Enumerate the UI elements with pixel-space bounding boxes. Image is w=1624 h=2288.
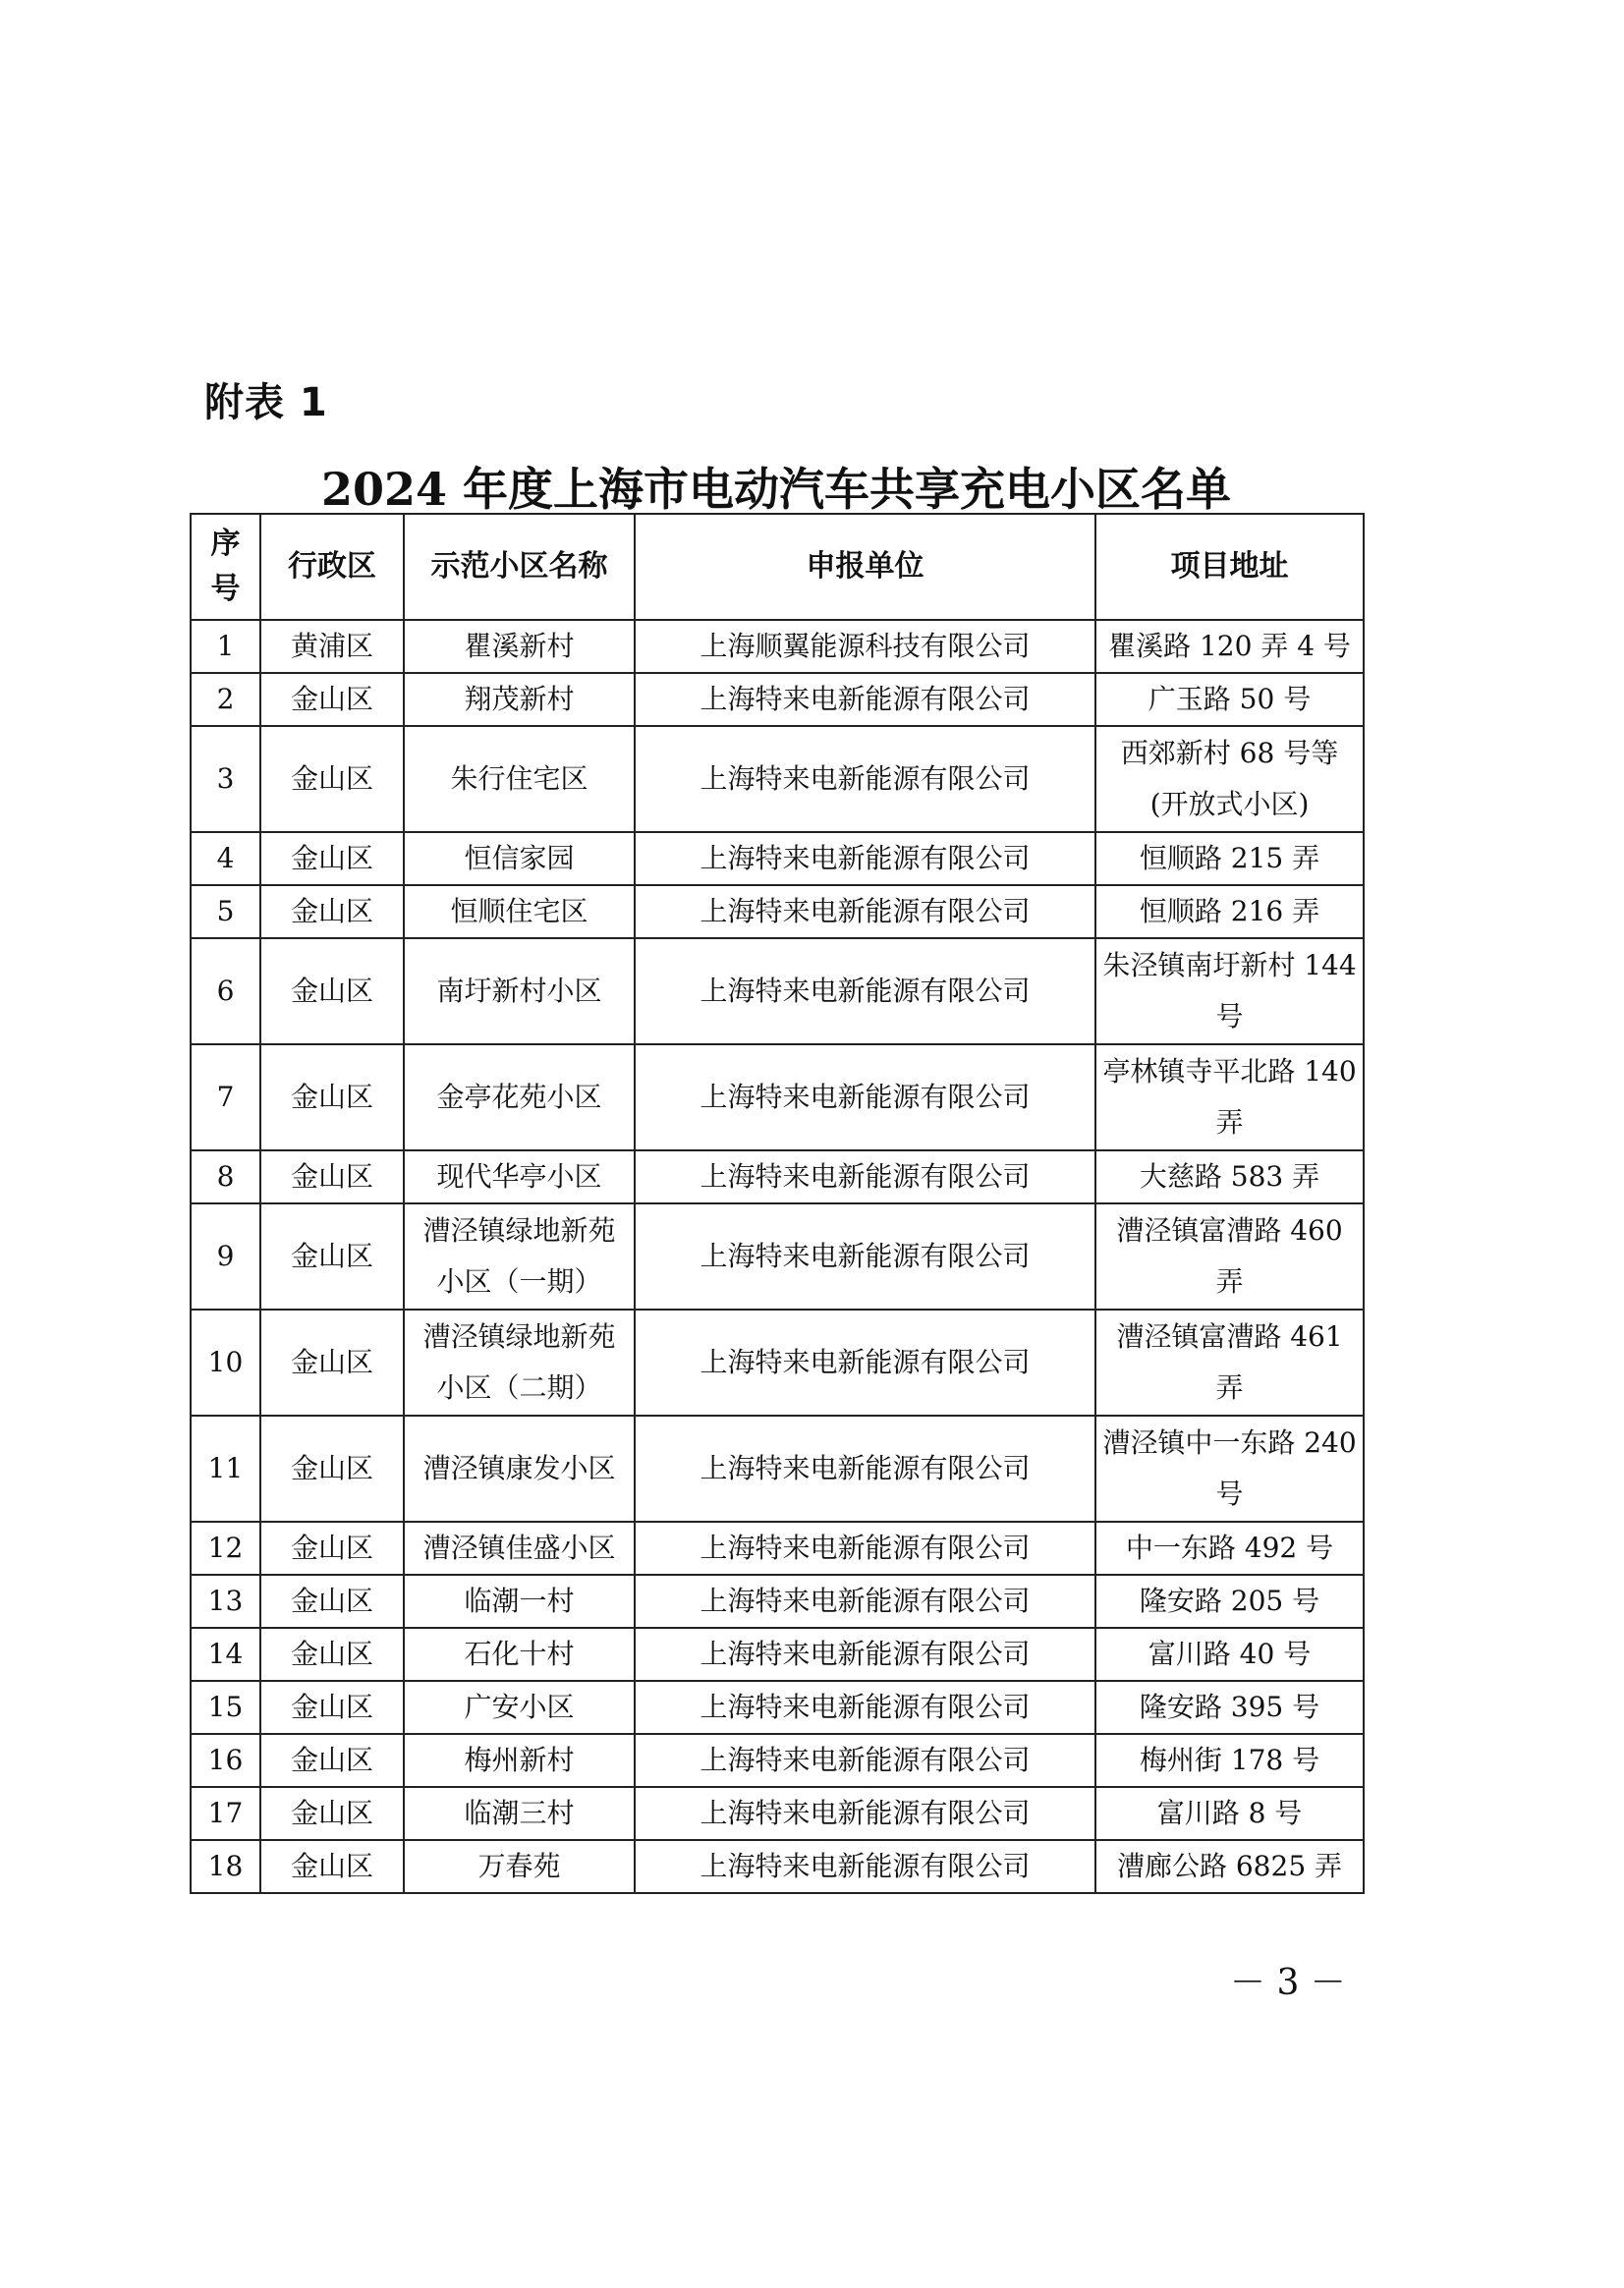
cell-no: 5 [191,885,260,938]
column-header-applicant-unit: 申报单位 [635,514,1095,620]
table-row [191,673,1364,726]
cell-no: 13 [191,1575,260,1628]
cell-no: 1 [191,620,260,673]
cell-no: 4 [191,832,260,885]
cell-project-address: 梅州街 178 号 [1095,1734,1364,1787]
cell-project-address: 西郊新村 68 号等(开放式小区) [1095,726,1364,832]
cell-applicant-unit: 上海特来电新能源有限公司 [635,1734,1095,1787]
cell-applicant-unit: 上海特来电新能源有限公司 [635,726,1095,832]
page-number: － 3 － [1230,1963,1346,2003]
cell-community-name: 金亭花苑小区 [404,1044,635,1150]
cell-project-address: 恒顺路 216 弄 [1095,885,1364,938]
table-row [191,1150,1364,1203]
column-header-project-address: 项目地址 [1095,514,1364,620]
cell-applicant-unit: 上海特来电新能源有限公司 [635,673,1095,726]
cell-project-address: 漕泾镇富漕路 461 弄 [1095,1310,1364,1416]
table-row [191,1787,1364,1840]
cell-no: 12 [191,1522,260,1575]
charging-community-table [190,513,1365,1894]
cell-district: 金山区 [260,885,404,938]
table-row [191,1416,1364,1522]
cell-no: 17 [191,1787,260,1840]
cell-no: 18 [191,1840,260,1893]
table-row [191,620,1364,673]
cell-project-address: 中一东路 492 号 [1095,1522,1364,1575]
cell-community-name: 广安小区 [404,1681,635,1734]
cell-applicant-unit: 上海特来电新能源有限公司 [635,1522,1095,1575]
cell-project-address: 朱泾镇南圩新村 144 号 [1095,938,1364,1044]
cell-no: 2 [191,673,260,726]
column-header-no: 序号 [191,514,260,620]
cell-community-name: 漕泾镇绿地新苑小区（二期） [404,1310,635,1416]
cell-applicant-unit: 上海特来电新能源有限公司 [635,1840,1095,1893]
cell-applicant-unit: 上海特来电新能源有限公司 [635,1044,1095,1150]
cell-community-name: 现代华亭小区 [404,1150,635,1203]
cell-district: 金山区 [260,673,404,726]
cell-project-address: 隆安路 205 号 [1095,1575,1364,1628]
cell-no: 7 [191,1044,260,1150]
document-title: 2024 年度上海市电动汽车共享充电小区名单 [320,463,1232,516]
cell-district: 金山区 [260,1203,404,1310]
cell-no: 14 [191,1628,260,1681]
table-row [191,1840,1364,1893]
table-header-row [191,514,1364,620]
cell-no: 6 [191,938,260,1044]
cell-project-address: 大慈路 583 弄 [1095,1150,1364,1203]
cell-no: 8 [191,1150,260,1203]
cell-community-name: 翔茂新村 [404,673,635,726]
attachment-label: 附表 1 [204,380,328,425]
cell-community-name: 恒顺住宅区 [404,885,635,938]
cell-district: 金山区 [260,1416,404,1522]
cell-project-address: 亭林镇寺平北路 140 弄 [1095,1044,1364,1150]
cell-district: 金山区 [260,1522,404,1575]
cell-applicant-unit: 上海特来电新能源有限公司 [635,1203,1095,1310]
cell-no: 3 [191,726,260,832]
table-body [191,620,1364,1893]
cell-no: 9 [191,1203,260,1310]
cell-project-address: 隆安路 395 号 [1095,1681,1364,1734]
table-row [191,1734,1364,1787]
table-row [191,938,1364,1044]
cell-applicant-unit: 上海特来电新能源有限公司 [635,938,1095,1044]
cell-community-name: 朱行住宅区 [404,726,635,832]
cell-district: 金山区 [260,1150,404,1203]
cell-district: 金山区 [260,1310,404,1416]
cell-project-address: 富川路 40 号 [1095,1628,1364,1681]
cell-applicant-unit: 上海特来电新能源有限公司 [635,1681,1095,1734]
cell-community-name: 漕泾镇绿地新苑小区（一期） [404,1203,635,1310]
cell-district: 金山区 [260,1575,404,1628]
cell-community-name: 漕泾镇佳盛小区 [404,1522,635,1575]
table-row [191,1575,1364,1628]
table-row [191,1681,1364,1734]
cell-applicant-unit: 上海特来电新能源有限公司 [635,1416,1095,1522]
cell-district: 金山区 [260,1840,404,1893]
cell-project-address: 漕泾镇富漕路 460 弄 [1095,1203,1364,1310]
cell-applicant-unit: 上海特来电新能源有限公司 [635,1628,1095,1681]
cell-district: 金山区 [260,938,404,1044]
cell-district: 金山区 [260,1681,404,1734]
cell-no: 11 [191,1416,260,1522]
cell-applicant-unit: 上海特来电新能源有限公司 [635,885,1095,938]
column-header-district: 行政区 [260,514,404,620]
table-row [191,1203,1364,1310]
cell-community-name: 万春苑 [404,1840,635,1893]
cell-applicant-unit: 上海特来电新能源有限公司 [635,1310,1095,1416]
cell-district: 金山区 [260,1044,404,1150]
cell-community-name: 梅州新村 [404,1734,635,1787]
cell-applicant-unit: 上海特来电新能源有限公司 [635,832,1095,885]
cell-no: 10 [191,1310,260,1416]
cell-community-name: 瞿溪新村 [404,620,635,673]
cell-no: 15 [191,1681,260,1734]
cell-district: 金山区 [260,1734,404,1787]
cell-community-name: 石化十村 [404,1628,635,1681]
table-row [191,1628,1364,1681]
table-row [191,1044,1364,1150]
table-row [191,726,1364,832]
cell-applicant-unit: 上海特来电新能源有限公司 [635,1787,1095,1840]
cell-community-name: 南圩新村小区 [404,938,635,1044]
cell-district: 金山区 [260,726,404,832]
table-row [191,1522,1364,1575]
cell-community-name: 漕泾镇康发小区 [404,1416,635,1522]
cell-district: 金山区 [260,1787,404,1840]
cell-district: 黄浦区 [260,620,404,673]
cell-applicant-unit: 上海特来电新能源有限公司 [635,1575,1095,1628]
table-row [191,885,1364,938]
cell-project-address: 广玉路 50 号 [1095,673,1364,726]
cell-no: 16 [191,1734,260,1787]
cell-community-name: 恒信家园 [404,832,635,885]
cell-community-name: 临潮一村 [404,1575,635,1628]
cell-project-address: 恒顺路 215 弄 [1095,832,1364,885]
cell-project-address: 瞿溪路 120 弄 4 号 [1095,620,1364,673]
cell-project-address: 漕泾镇中一东路 240 号 [1095,1416,1364,1522]
table-row [191,1310,1364,1416]
column-header-community-name: 示范小区名称 [404,514,635,620]
cell-project-address: 富川路 8 号 [1095,1787,1364,1840]
cell-district: 金山区 [260,832,404,885]
cell-applicant-unit: 上海特来电新能源有限公司 [635,1150,1095,1203]
cell-project-address: 漕廊公路 6825 弄 [1095,1840,1364,1893]
cell-applicant-unit: 上海顺翼能源科技有限公司 [635,620,1095,673]
cell-district: 金山区 [260,1628,404,1681]
table-row [191,832,1364,885]
cell-community-name: 临潮三村 [404,1787,635,1840]
